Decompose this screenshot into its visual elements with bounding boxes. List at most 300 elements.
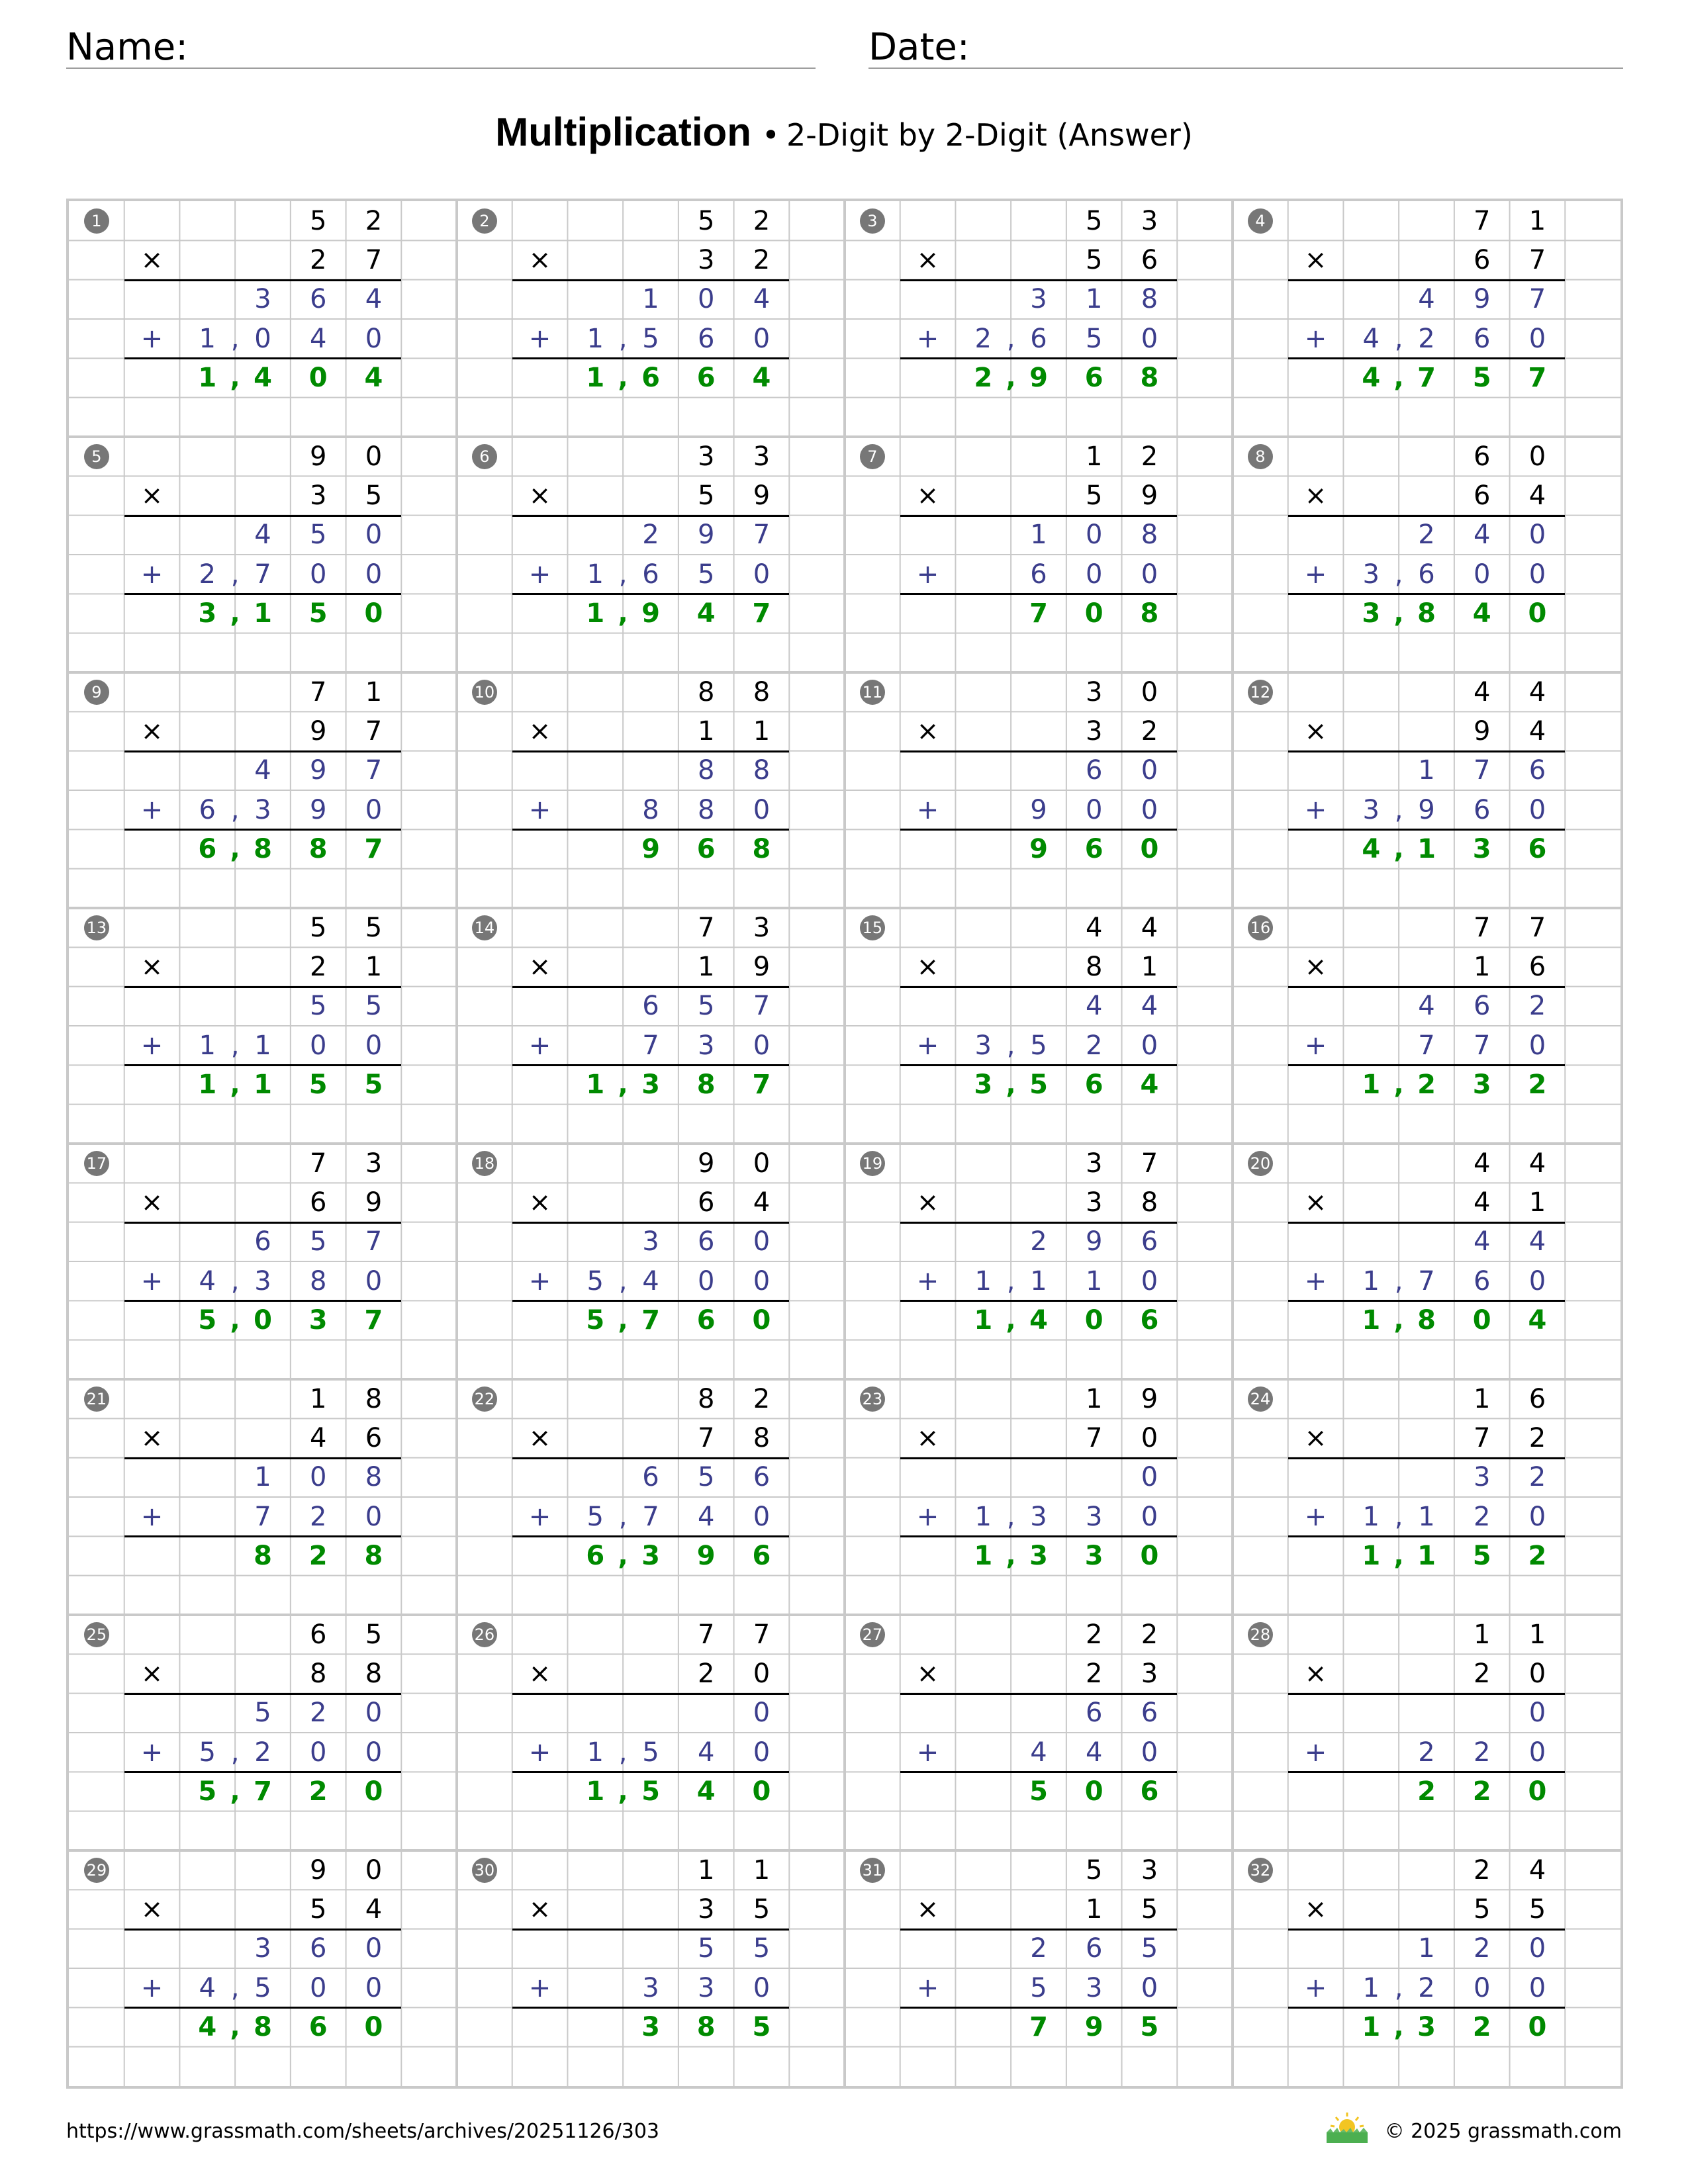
answer-comma: , [1393, 598, 1404, 629]
answer-digit: 1 [1362, 2011, 1381, 2042]
answer-digit: 3 [641, 2011, 660, 2042]
problem-number-badge: 9 [84, 680, 109, 705]
multiplicand-digit: 1 [1528, 205, 1546, 236]
partial-product-2-digit: 1 [586, 1737, 604, 1768]
partial-product-1-digit: 6 [1473, 991, 1491, 1022]
partial-product-2-digit: 0 [697, 1265, 715, 1297]
partial-product-1-digit: 4 [1141, 991, 1158, 1022]
partial-product-1-digit: 6 [753, 1462, 771, 1493]
times-sign: × [528, 1422, 551, 1453]
partial-product-1-digit: 3 [1030, 284, 1047, 315]
partial-product-2-comma: , [230, 559, 240, 590]
partial-product-1-digit: 0 [1528, 520, 1546, 551]
answer-digit: 8 [1140, 362, 1159, 393]
answer-digit: 3 [974, 1069, 993, 1100]
partial-product-2-digit: 3 [697, 1030, 715, 1061]
answer-digit: 8 [308, 833, 328, 864]
multiplicand-digit: 7 [697, 1619, 715, 1650]
multiplier-digit: 4 [365, 1893, 383, 1925]
partial-product-2-digit: 6 [1030, 323, 1047, 354]
times-sign: × [140, 951, 164, 982]
partial-product-1-digit: 4 [254, 755, 271, 786]
partial-product-2-digit: 5 [697, 559, 715, 590]
partial-product-1-digit: 4 [365, 284, 383, 315]
times-sign: × [528, 715, 551, 747]
partial-product-2-digit: 9 [1418, 794, 1435, 825]
partial-product-1-digit: 4 [1528, 1226, 1546, 1257]
multiplier-digit: 1 [753, 715, 771, 747]
plus-sign: + [1304, 1737, 1327, 1768]
partial-product-1-digit: 6 [697, 1226, 715, 1257]
problem-number-badge: 4 [1248, 208, 1273, 234]
partial-product-2-digit: 6 [199, 794, 216, 825]
answer-digit: 6 [752, 1540, 771, 1571]
partial-product-2-digit: 7 [1418, 1030, 1435, 1061]
partial-product-1-digit: 7 [1473, 755, 1491, 786]
times-sign: × [140, 715, 164, 747]
partial-product-1-digit: 6 [1085, 755, 1103, 786]
multiplicand-digit: 0 [365, 1854, 383, 1886]
plus-sign: + [916, 794, 939, 825]
problem-number-badge: 13 [84, 915, 109, 940]
partial-product-1-digit: 4 [1085, 991, 1103, 1022]
plus-sign: + [140, 794, 164, 825]
answer-digit: 3 [1084, 1540, 1103, 1571]
answer-digit: 4 [1528, 1304, 1547, 1336]
partial-product-2-digit: 0 [1141, 1737, 1158, 1768]
answer-digit: 1 [1417, 1540, 1436, 1571]
partial-product-2-comma: , [1394, 794, 1403, 825]
multiplier-digit: 4 [1528, 480, 1546, 511]
partial-product-2-digit: 0 [753, 1972, 771, 2003]
partial-product-1-digit: 5 [1141, 1933, 1158, 1964]
title-bullet: • [761, 117, 780, 153]
multiplier-digit: 1 [1085, 1893, 1103, 1925]
partial-product-1-digit: 2 [1473, 1933, 1491, 1964]
partial-product-1-digit: 0 [1141, 755, 1158, 786]
answer-digit: 9 [1084, 2011, 1103, 2042]
answer-digit: 5 [586, 1304, 605, 1336]
partial-product-2-comma: , [1394, 1972, 1403, 2003]
multiplier-digit: 5 [1085, 480, 1103, 511]
plus-sign: + [528, 323, 551, 354]
partial-product-1-digit: 8 [753, 755, 771, 786]
multiplicand-digit: 8 [365, 1383, 383, 1414]
answer-comma: , [230, 1069, 240, 1100]
partial-product-1-digit: 9 [1473, 284, 1491, 315]
multiplicand-digit: 2 [753, 205, 771, 236]
multiplicand-digit: 7 [1473, 912, 1491, 943]
partial-product-1-digit: 8 [1141, 520, 1158, 551]
plus-sign: + [140, 1972, 164, 2003]
multiplicand-digit: 4 [1085, 912, 1103, 943]
answer-digit: 4 [1140, 1069, 1159, 1100]
answer-digit: 0 [1528, 598, 1547, 629]
times-sign: × [1304, 715, 1327, 747]
multiplicand-digit: 3 [1141, 1854, 1158, 1886]
problem-number-badge: 18 [472, 1151, 497, 1176]
partial-product-1-digit: 9 [697, 520, 715, 551]
multiplier-digit: 1 [1528, 1187, 1546, 1218]
problem-number-badge: 23 [860, 1387, 885, 1412]
answer-comma: , [618, 1069, 628, 1100]
partial-product-1-digit: 4 [254, 520, 271, 551]
partial-product-2-digit: 1 [1362, 1972, 1380, 2003]
partial-product-1-digit: 8 [1141, 284, 1158, 315]
problem-number-badge: 14 [472, 915, 497, 940]
date-label: Date: [868, 26, 970, 69]
answer-digit: 7 [1029, 598, 1048, 629]
answer-digit: 4 [1472, 598, 1491, 629]
footer-copyright: © 2025 grassmath.com [1384, 2120, 1622, 2143]
multiplicand-digit: 2 [1085, 1619, 1103, 1650]
partial-product-2-digit: 0 [1528, 1972, 1546, 2003]
partial-product-1-digit: 5 [697, 1933, 715, 1964]
partial-product-2-digit: 0 [1141, 794, 1158, 825]
partial-product-1-digit: 8 [365, 1462, 383, 1493]
partial-product-2-digit: 0 [365, 1265, 383, 1297]
partial-product-2-comma: , [230, 1265, 240, 1297]
partial-product-2-digit: 5 [642, 323, 659, 354]
partial-product-2-comma: , [230, 1972, 240, 2003]
answer-digit: 8 [254, 833, 272, 864]
partial-product-1-digit: 1 [1418, 1933, 1435, 1964]
answer-digit: 5 [752, 2011, 771, 2042]
multiplier-digit: 6 [1141, 244, 1158, 275]
times-sign: × [1304, 1658, 1327, 1689]
partial-product-1-digit: 7 [753, 520, 771, 551]
times-sign: × [916, 480, 939, 511]
multiplier-digit: 9 [753, 480, 771, 511]
problem-number-badge: 21 [84, 1387, 109, 1412]
partial-product-2-digit: 6 [642, 559, 659, 590]
problem-number-badge: 10 [472, 680, 497, 705]
multiplicand-digit: 2 [1141, 441, 1158, 472]
partial-product-1-digit: 2 [1030, 1933, 1047, 1964]
multiplicand-digit: 4 [1528, 1854, 1546, 1886]
answer-digit: 0 [1472, 1304, 1491, 1336]
multiplier-digit: 3 [309, 480, 327, 511]
multiplicand-digit: 3 [753, 912, 771, 943]
answer-digit: 6 [1140, 1304, 1159, 1336]
partial-product-2-digit: 6 [1473, 323, 1491, 354]
plus-sign: + [916, 323, 939, 354]
partial-product-2-comma: , [1394, 1265, 1403, 1297]
partial-product-2-digit: 1 [1418, 1501, 1435, 1532]
answer-digit: 0 [752, 1304, 771, 1336]
answer-digit: 8 [254, 2011, 272, 2042]
answer-digit: 7 [752, 598, 771, 629]
multiplier-digit: 6 [1473, 244, 1491, 275]
partial-product-1-digit: 5 [309, 1226, 327, 1257]
multiplicand-digit: 9 [309, 1854, 327, 1886]
multiplier-digit: 1 [697, 715, 715, 747]
problem-number-badge: 2 [472, 208, 497, 234]
multiplier-digit: 2 [1473, 1658, 1491, 1689]
partial-product-2-comma: , [1394, 559, 1403, 590]
answer-digit: 6 [308, 2011, 328, 2042]
partial-product-1-digit: 6 [1528, 755, 1546, 786]
answer-digit: 3 [1362, 598, 1381, 629]
partial-product-2-digit: 1 [199, 323, 216, 354]
partial-product-1-digit: 5 [309, 520, 327, 551]
plus-sign: + [528, 1501, 551, 1532]
answer-comma: , [230, 1776, 240, 1807]
multiplicand-digit: 1 [1528, 1619, 1546, 1650]
answer-comma: , [1006, 1540, 1016, 1571]
multiplier-digit: 7 [1473, 1422, 1491, 1453]
partial-product-2-comma: , [230, 1737, 240, 1768]
answer-digit: 6 [198, 833, 217, 864]
problem-number-badge: 17 [84, 1151, 109, 1176]
partial-product-2-digit: 9 [1030, 794, 1047, 825]
partial-product-2-comma: , [1006, 1030, 1015, 1061]
answer-digit: 6 [696, 362, 716, 393]
answer-digit: 5 [198, 1776, 217, 1807]
partial-product-2-digit: 1 [974, 1265, 992, 1297]
partial-product-1-digit: 5 [697, 1462, 715, 1493]
times-sign: × [916, 951, 939, 982]
partial-product-2-digit: 0 [1085, 794, 1103, 825]
plus-sign: + [140, 1265, 164, 1297]
partial-product-2-digit: 0 [309, 1737, 327, 1768]
plus-sign: + [528, 1737, 551, 1768]
partial-product-2-comma: , [618, 1265, 628, 1297]
multiplicand-digit: 3 [753, 441, 771, 472]
partial-product-1-digit: 7 [753, 991, 771, 1022]
partial-product-2-digit: 7 [254, 1501, 271, 1532]
problem-number-badge: 7 [860, 444, 885, 469]
answer-digit: 0 [1528, 1776, 1547, 1807]
multiplicand-digit: 9 [1141, 1383, 1158, 1414]
partial-product-2-comma: , [1006, 1501, 1015, 1532]
answer-digit: 3 [1472, 1069, 1491, 1100]
multiplier-digit: 4 [1473, 1187, 1491, 1218]
partial-product-2-digit: 6 [1473, 1265, 1491, 1297]
footer-url[interactable]: https://www.grassmath.com/sheets/archives/20251126/303 [66, 2120, 660, 2143]
partial-product-1-digit: 6 [1085, 1698, 1103, 1729]
problem-number-badge: 6 [472, 444, 497, 469]
multiplicand-digit: 4 [1528, 676, 1546, 707]
multiplier-digit: 5 [1473, 1893, 1491, 1925]
partial-product-2-digit: 8 [697, 794, 715, 825]
multiplier-digit: 2 [309, 244, 327, 275]
partial-product-2-comma: , [230, 794, 240, 825]
multiplicand-digit: 5 [309, 912, 327, 943]
times-sign: × [916, 1658, 939, 1689]
partial-product-2-digit: 0 [365, 1737, 383, 1768]
multiplicand-digit: 4 [1473, 676, 1491, 707]
answer-digit: 2 [1472, 2011, 1491, 2042]
partial-product-1-digit: 6 [254, 1226, 271, 1257]
multiplicand-digit: 4 [1473, 1148, 1491, 1179]
problem-number-badge: 31 [860, 1858, 885, 1883]
plus-sign: + [140, 1737, 164, 1768]
answer-digit: 0 [364, 1776, 383, 1807]
answer-digit: 5 [198, 1304, 217, 1336]
multiplicand-digit: 2 [1473, 1854, 1491, 1886]
times-sign: × [916, 1187, 939, 1218]
multiplicand-digit: 1 [1473, 1619, 1491, 1650]
partial-product-2-digit: 3 [1030, 1501, 1047, 1532]
multiplicand-digit: 5 [1085, 1854, 1103, 1886]
multiplier-digit: 2 [1085, 1658, 1103, 1689]
multiplier-digit: 2 [1528, 1422, 1546, 1453]
date-line[interactable] [868, 68, 1623, 69]
answer-digit: 8 [1140, 598, 1159, 629]
answer-comma: , [230, 362, 240, 393]
answer-digit: 2 [1417, 1776, 1436, 1807]
plus-sign: + [1304, 323, 1327, 354]
partial-product-2-comma: , [618, 323, 628, 354]
answer-digit: 6 [696, 1304, 716, 1336]
partial-product-1-digit: 4 [1418, 991, 1435, 1022]
multiplicand-digit: 4 [1528, 1148, 1546, 1179]
partial-product-2-digit: 2 [1418, 1972, 1435, 2003]
multiplier-digit: 8 [365, 1658, 383, 1689]
answer-digit: 5 [1140, 2011, 1159, 2042]
answer-digit: 6 [1140, 1776, 1159, 1807]
multiplicand-digit: 3 [1141, 205, 1158, 236]
partial-product-1-digit: 2 [1030, 1226, 1047, 1257]
answer-digit: 1 [1362, 1540, 1381, 1571]
plus-sign: + [1304, 1972, 1327, 2003]
multiplicand-digit: 9 [309, 441, 327, 472]
partial-product-2-digit: 3 [974, 1030, 992, 1061]
partial-product-2-digit: 7 [642, 1501, 659, 1532]
partial-product-2-digit: 6 [697, 323, 715, 354]
multiplicand-digit: 6 [1473, 441, 1491, 472]
problem-number-badge: 12 [1248, 680, 1273, 705]
partial-product-1-digit: 7 [1528, 284, 1546, 315]
partial-product-1-digit: 7 [365, 755, 383, 786]
multiplier-digit: 9 [753, 951, 771, 982]
answer-digit: 8 [752, 833, 771, 864]
partial-product-1-digit: 1 [642, 284, 659, 315]
answer-digit: 2 [1528, 1540, 1547, 1571]
partial-product-2-digit: 0 [753, 323, 771, 354]
partial-product-2-digit: 0 [753, 559, 771, 590]
answer-digit: 7 [641, 1304, 660, 1336]
partial-product-1-digit: 1 [1030, 520, 1047, 551]
partial-product-1-digit: 2 [1528, 991, 1546, 1022]
name-line[interactable] [66, 68, 816, 69]
answer-digit: 1 [586, 1776, 605, 1807]
problem-number-badge: 11 [860, 680, 885, 705]
partial-product-2-comma: , [1006, 323, 1015, 354]
partial-product-1-digit: 2 [1418, 520, 1435, 551]
multiplicand-digit: 4 [1141, 912, 1158, 943]
partial-product-2-digit: 0 [753, 1265, 771, 1297]
answer-comma: , [1393, 833, 1404, 864]
partial-product-2-digit: 0 [1528, 794, 1546, 825]
multiplier-digit: 7 [697, 1422, 715, 1453]
partial-product-2-digit: 8 [309, 1265, 327, 1297]
answer-digit: 4 [198, 2011, 217, 2042]
partial-product-2-digit: 0 [1141, 323, 1158, 354]
partial-product-2-digit: 0 [1141, 1265, 1158, 1297]
answer-digit: 5 [1472, 362, 1491, 393]
answer-digit: 8 [364, 1540, 383, 1571]
partial-product-2-digit: 0 [309, 1030, 327, 1061]
partial-product-2-digit: 0 [365, 323, 383, 354]
partial-product-1-digit: 7 [365, 1226, 383, 1257]
answer-digit: 0 [1528, 2011, 1547, 2042]
times-sign: × [140, 1187, 164, 1218]
times-sign: × [528, 1187, 551, 1218]
answer-comma: , [1006, 1304, 1016, 1336]
answer-digit: 1 [1417, 833, 1436, 864]
multiplicand-digit: 1 [1085, 1383, 1103, 1414]
multiplicand-digit: 5 [365, 1619, 383, 1650]
plus-sign: + [528, 559, 551, 590]
partial-product-2-digit: 0 [1528, 323, 1546, 354]
answer-digit: 2 [308, 1776, 328, 1807]
partial-product-1-digit: 1 [254, 1462, 271, 1493]
partial-product-1-digit: 5 [365, 991, 383, 1022]
partial-product-2-digit: 0 [1528, 559, 1546, 590]
answer-digit: 1 [1362, 1069, 1381, 1100]
partial-product-1-digit: 6 [642, 1462, 659, 1493]
plus-sign: + [1304, 1030, 1327, 1061]
partial-product-2-digit: 4 [309, 323, 327, 354]
partial-product-1-digit: 0 [365, 1933, 383, 1964]
multiplier-digit: 4 [753, 1187, 771, 1218]
multiplicand-digit: 5 [365, 912, 383, 943]
times-sign: × [916, 1422, 939, 1453]
problem-number-badge: 32 [1248, 1858, 1273, 1883]
problem-number-badge: 24 [1248, 1387, 1273, 1412]
answer-digit: 5 [364, 1069, 383, 1100]
partial-product-2-digit: 0 [309, 559, 327, 590]
answer-digit: 4 [254, 362, 272, 393]
multiplicand-digit: 1 [753, 1854, 771, 1886]
partial-product-1-digit: 0 [753, 1226, 771, 1257]
problem-number-badge: 1 [84, 208, 109, 234]
plus-sign: + [528, 794, 551, 825]
answer-digit: 2 [1417, 1069, 1436, 1100]
partial-product-2-digit: 0 [1528, 1030, 1546, 1061]
times-sign: × [916, 715, 939, 747]
multiplier-digit: 1 [365, 951, 383, 982]
partial-product-2-digit: 4 [697, 1501, 715, 1532]
partial-product-2-comma: , [618, 559, 628, 590]
multiplicand-digit: 0 [1141, 676, 1158, 707]
partial-product-1-digit: 4 [753, 284, 771, 315]
partial-product-1-digit: 0 [365, 1698, 383, 1729]
multiplier-digit: 9 [1141, 480, 1158, 511]
partial-product-1-digit: 4 [1418, 284, 1435, 315]
answer-digit: 7 [752, 1069, 771, 1100]
multiplier-digit: 3 [697, 244, 715, 275]
answer-digit: 1 [586, 1069, 605, 1100]
answer-digit: 7 [1528, 362, 1547, 393]
partial-product-2-digit: 3 [1085, 1501, 1103, 1532]
partial-product-1-digit: 6 [309, 284, 327, 315]
answer-digit: 3 [1472, 833, 1491, 864]
answer-digit: 2 [974, 362, 993, 393]
answer-digit: 8 [1417, 598, 1436, 629]
plus-sign: + [1304, 1265, 1327, 1297]
multiplier-digit: 5 [697, 480, 715, 511]
partial-product-2-digit: 5 [1030, 1972, 1047, 2003]
answer-digit: 2 [308, 1540, 328, 1571]
times-sign: × [916, 244, 939, 275]
partial-product-1-digit: 8 [697, 755, 715, 786]
partial-product-1-digit: 1 [1085, 284, 1103, 315]
partial-product-2-digit: 0 [1473, 1972, 1491, 2003]
multiplier-digit: 1 [1473, 951, 1491, 982]
